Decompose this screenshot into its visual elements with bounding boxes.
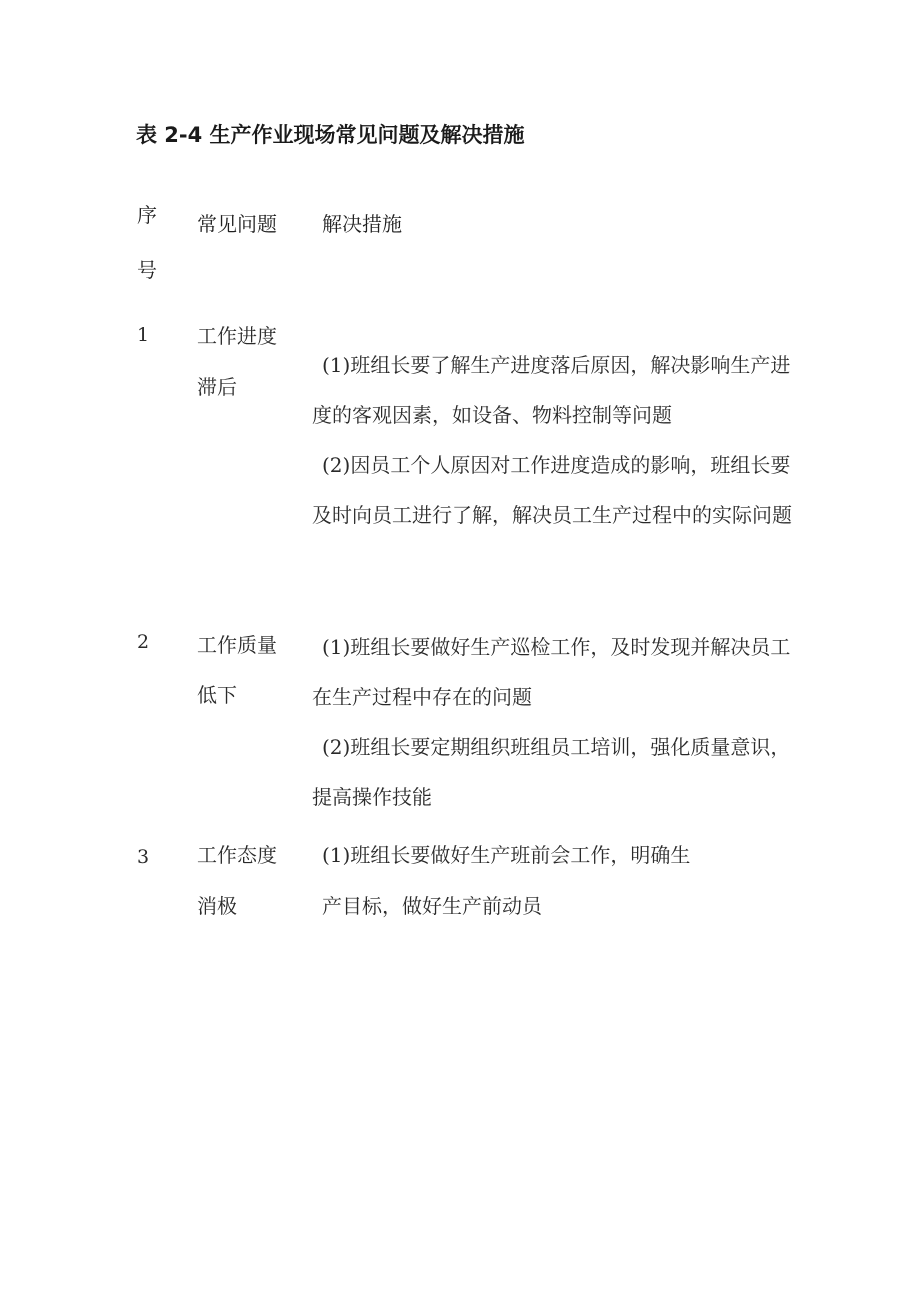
header-solution: 解决措施 — [322, 212, 402, 236]
table-title: 表 2-4 生产作业现场常见问题及解决措施 — [136, 123, 525, 147]
row-3-solution-line1: (1)班组长要做好生产班前会工作，明确生 — [322, 843, 691, 867]
header-problem: 常见问题 — [197, 212, 277, 236]
row-2-seq: 2 — [137, 631, 150, 653]
row-2-measure-1: (1)班组长要做好生产巡检工作，及时发现并解决员工在生产过程中存在的问题 — [312, 635, 791, 709]
row-1-problem-line1: 工作进度 — [197, 324, 277, 348]
row-3-solution-line2: 产目标，做好生产前动员 — [322, 894, 542, 918]
row-2-problem-line1: 工作质量 — [197, 633, 277, 657]
row-1-seq: 1 — [137, 324, 150, 346]
row-3-problem-line1: 工作态度 — [197, 843, 277, 867]
row-2-problem-line2: 低下 — [197, 683, 237, 707]
row-2-solution — [312, 622, 796, 822]
row-3-seq: 3 — [137, 846, 150, 868]
row-1-measure-2: (2)因员工个人原因对工作进度造成的影响，班组长要及时向员工进行了解，解决员工生产过程中的实际问题 — [312, 453, 792, 527]
row-1-measure-1: (1)班组长要了解生产进度落后原因，解决影响生产进度的客观因素，如设备、物料控制等问题 — [312, 353, 791, 427]
header-seq-line1: 序 — [137, 203, 157, 227]
row-1-solution — [312, 340, 796, 540]
row-1-problem-line2: 滞后 — [197, 375, 237, 399]
row-3-problem-line2: 消极 — [197, 894, 237, 918]
header-seq-line2: 号 — [137, 258, 157, 282]
row-2-measure-2: (2)班组长要定期组织班组员工培训，强化质量意识，提高操作技能 — [312, 735, 791, 809]
